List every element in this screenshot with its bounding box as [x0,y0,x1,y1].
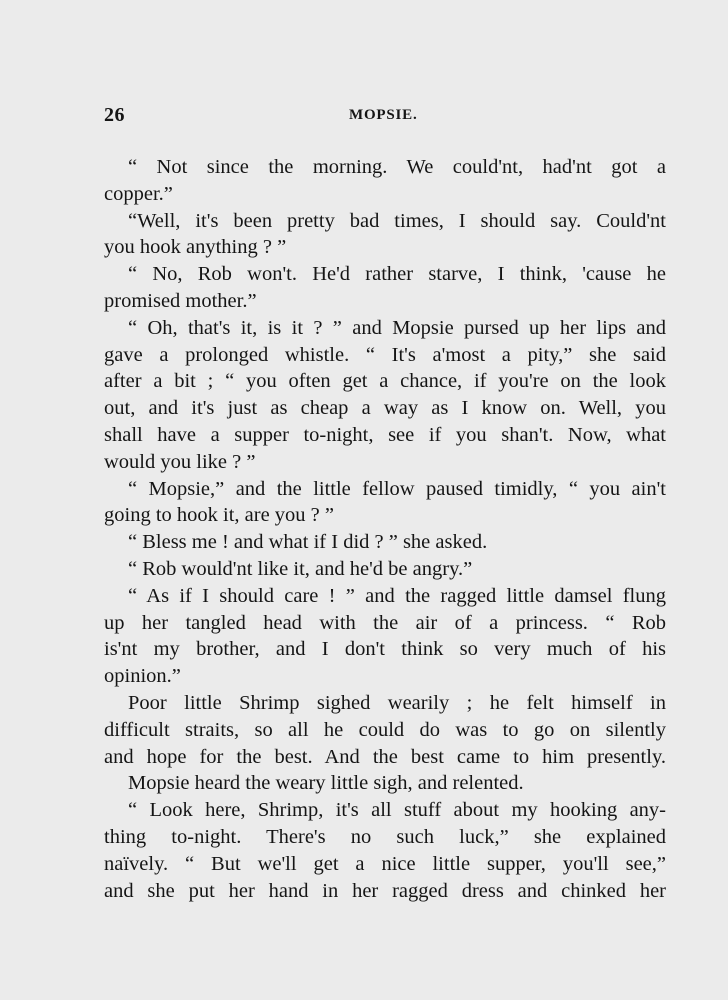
text-line: “ Mopsie,” and the little fellow paused timidly, “ you ain't [128,477,666,500]
text-line: copper.” [104,182,173,205]
text-line: Poor little Shrimp sighed wearily ; he felt himself in [128,691,666,714]
text-line: difficult straits, so all he could do was to go on silently [104,718,666,741]
text-line: “ Not since the morning. We could'nt, had'nt got a [128,156,666,178]
text-line: “ As if I should care ! ” and the ragged little damsel flung [128,584,666,607]
text-line: naïvely. “ But we'll get a nice little supper, you'll see,” [104,852,666,875]
text-line: would you like ? ” [104,450,256,473]
text-line: “Well, it's been pretty bad times, I should say. Could'nt [128,209,666,232]
running-head: MOPSIE. [349,107,418,123]
text-line: up her tangled head with the air of a princess. “ Rob [104,611,666,634]
text-line: you hook anything ? ” [104,236,287,259]
text-line: opinion.” [104,665,181,688]
text-line: and hope for the best. And the best came to him presently. [104,745,666,768]
text-line: thing to-night. There's no such luck,” she explained [104,825,666,848]
text-line: shall have a supper to-night, see if you shan't. Now, what [104,423,666,446]
text-line: promised mother.” [104,289,257,312]
text-line: out, and it's just as cheap a way as I know on. Well, you [104,397,666,420]
text-line: after a bit ; “ you often get a chance, if you're on the look [104,370,666,393]
text-line: gave a prolonged whistle. “ It's a'most a pity,” she said [104,343,666,366]
page-header [104,104,666,130]
page-number: 26 [104,104,125,126]
text-line: “ No, Rob won't. He'd rather starve, I think, 'cause he [128,263,666,286]
text-line: “ Rob would'nt like it, and he'd be angry.” [128,557,473,580]
text-line: going to hook it, are you ? ” [104,504,335,527]
body-text [104,154,666,904]
text-line: “ Bless me ! and what if I did ? ” she asked. [128,531,488,554]
text-line: “ Oh, that's it, is it ? ” and Mopsie pursed up her lips and [128,316,666,339]
text-line: and she put her hand in her ragged dress and chinked her [104,879,666,902]
text-line: “ Look here, Shrimp, it's all stuff about my hooking any- [128,799,666,822]
text-line: Mopsie heard the weary little sigh, and relented. [128,772,524,795]
text-line: is'nt my brother, and I don't think so very much of his [104,638,666,661]
